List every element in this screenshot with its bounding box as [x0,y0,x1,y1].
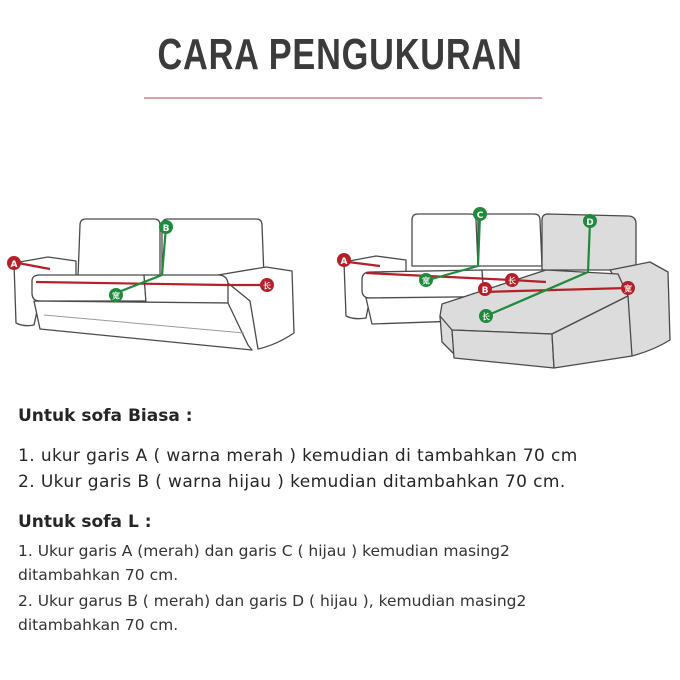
l-instruction-1: 1. Ukur garis A (merah) dan garis C ( hijau ) kemudian masing2 [18,542,510,560]
svg-text:C: C [476,211,484,221]
marker-length-chaise [479,309,493,323]
svg-text:A: A [340,257,348,267]
marker-width-right [621,281,635,295]
marker-b [478,282,492,296]
l-instruction-2-cont: ditambahkan 70 cm. [18,616,179,634]
svg-text:B: B [162,224,170,234]
l-sofa-illustration [332,200,677,375]
svg-text:长: 长 [263,281,271,291]
marker-c [473,207,487,221]
marker-width [109,288,123,302]
svg-text:B: B [481,286,489,296]
regular-sofa-heading: Untuk sofa Biasa : [18,406,193,426]
marker-b [159,220,173,234]
regular-instruction-1: 1. ukur garis A ( warna merah ) kemudian di tambahkan 70 cm [18,446,578,466]
marker-a [7,256,21,270]
regular-sofa-illustration [4,205,304,365]
l-instruction-2: 2. Ukur garus B ( merah) dan garis D ( hijau ), kemudian masing2 [18,592,527,610]
marker-length [260,278,274,292]
regular-instruction-2: 2. Ukur garis B ( warna hijau ) kemudian ditambahkan 70 cm. [18,472,566,492]
svg-text:长: 长 [508,276,516,286]
title-divider [144,97,542,99]
svg-text:长: 长 [482,312,490,322]
svg-text:宽: 宽 [112,291,120,301]
svg-text:D: D [586,218,594,228]
marker-length-left [505,273,519,287]
marker-a [337,253,351,267]
l-sofa-heading: Untuk sofa L : [18,512,152,532]
svg-text:A: A [10,260,18,270]
marker-width-left [419,273,433,287]
svg-text:宽: 宽 [624,284,632,294]
svg-text:宽: 宽 [422,276,430,286]
marker-d [583,214,597,228]
page-title: CARA PENGUKURAN [157,30,523,79]
l-instruction-1-cont: ditambahkan 70 cm. [18,566,179,584]
